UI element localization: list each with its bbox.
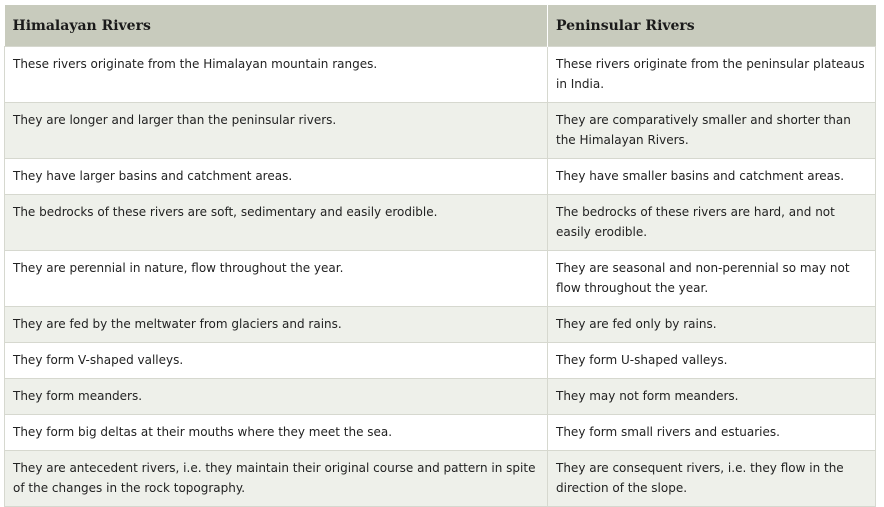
table-row — [5, 159, 876, 195]
table-cell-peninsular: They are comparatively smaller and shorter than the Himalayan Rivers. — [548, 103, 876, 159]
table-row — [5, 451, 876, 507]
table-cell-peninsular: They have smaller basins and catchment areas. — [548, 159, 876, 195]
table-cell-himalayan: The bedrocks of these rivers are soft, sedimentary and easily erodible. — [5, 195, 548, 251]
table-cell-himalayan: They are fed by the meltwater from glaciers and rains. — [5, 307, 548, 343]
table-cell-peninsular: These rivers originate from the peninsular plateaus in India. — [548, 47, 876, 103]
table-cell-peninsular: They are consequent rivers, i.e. they flow in the direction of the slope. — [548, 451, 876, 507]
comparison-table — [4, 5, 876, 507]
table-row — [5, 379, 876, 415]
table-cell-himalayan: They are longer and larger than the peninsular rivers. — [5, 103, 548, 159]
table-cell-himalayan: They are antecedent rivers, i.e. they maintain their original course and pattern in spite of the changes in the rock topography. — [5, 451, 548, 507]
table-cell-himalayan: They have larger basins and catchment areas. — [5, 159, 548, 195]
table-row — [5, 307, 876, 343]
column-header-peninsular: Peninsular Rivers — [548, 5, 876, 47]
table-cell-himalayan: They form meanders. — [5, 379, 548, 415]
table-row — [5, 251, 876, 307]
column-header-himalayan: Himalayan Rivers — [5, 5, 548, 47]
table-cell-peninsular: They are fed only by rains. — [548, 307, 876, 343]
table-header-row — [5, 5, 876, 47]
table-row — [5, 415, 876, 451]
table-cell-peninsular: They may not form meanders. — [548, 379, 876, 415]
table-cell-himalayan: They form big deltas at their mouths where they meet the sea. — [5, 415, 548, 451]
table-row — [5, 343, 876, 379]
table-cell-peninsular: The bedrocks of these rivers are hard, and not easily erodible. — [548, 195, 876, 251]
table-cell-peninsular: They are seasonal and non-perennial so may not flow throughout the year. — [548, 251, 876, 307]
table-row — [5, 103, 876, 159]
table-cell-himalayan: These rivers originate from the Himalayan mountain ranges. — [5, 47, 548, 103]
table-cell-peninsular: They form small rivers and estuaries. — [548, 415, 876, 451]
table-cell-himalayan: They are perennial in nature, flow throughout the year. — [5, 251, 548, 307]
table-cell-peninsular: They form U-shaped valleys. — [548, 343, 876, 379]
table-cell-himalayan: They form V-shaped valleys. — [5, 343, 548, 379]
table-row — [5, 47, 876, 103]
table-row — [5, 195, 876, 251]
